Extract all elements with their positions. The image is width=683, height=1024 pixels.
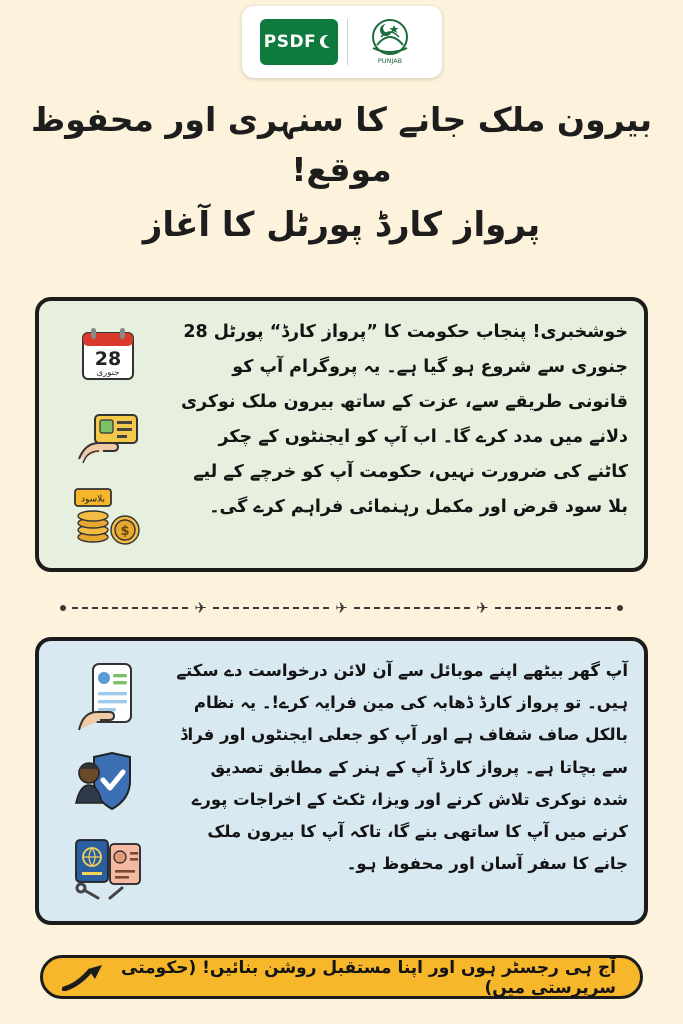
call-to-action-banner[interactable] (40, 955, 643, 999)
svg-text:28: 28 (94, 347, 122, 370)
panel-one-text: خوشخبری! پنجاب حکومت کا ”پرواز کارڈ“ پورٹل 28 جنوری سے شروع ہو گیا ہے۔ یہ پروگرام آپ کو قانونی طریقے سے، عزت کے ساتھ بیرون ملک نوکری دلانے میں مدد کرے گا۔ اب آپ کو ایجنٹوں کے چکر کاٹنے کی ضرورت نہیں، حکومت آپ کو خرچے کے لیے بلا سود قرض اور مکمل رہنمائی فراہم کرے گی۔ (180, 322, 628, 517)
government-of-punjab-emblem-icon (348, 13, 432, 71)
svg-text:جنوری: جنوری (96, 367, 120, 378)
headline-line-1: بیرون ملک جانے کا سنہری اور محفوظ موقع! (31, 100, 652, 189)
panel-one-icons (49, 315, 167, 556)
logo-divider (347, 19, 348, 65)
airplane-dashed-divider (60, 597, 623, 619)
mobile-application-in-hand-icon (66, 660, 150, 734)
divider-dash-4 (72, 607, 188, 609)
psdf-logo (251, 13, 347, 71)
panel-two-text: آپ گھر بیٹھے اپنے موبائل سے آن لائن درخواست دے سکتے ہیں۔ تو پرواز کارڈ ڈھابہ کی مین فرایہ کرے!۔ یہ نظام بالکل صاف شفاف ہے اور آپ کو جعلی ایجنٹوں اور فراڈ سے بچاتا ہے۔ پرواز کارڈ آپ کے ہنر کے مطابق تصدیق شدہ نوکری تلاش کرنے اور ویزا، ٹکٹ کے اخراجات پورے کرنے میں آپ کا ساتھی بنے گا، تاکہ آپ کا بیرون ملک جانے کا سفر آسان اور محفوظ ہو۔ (176, 661, 628, 874)
logo-bar (242, 6, 442, 78)
svg-text:$: $ (120, 523, 130, 539)
info-panel-two (35, 637, 648, 925)
calendar-icon (66, 318, 150, 392)
interest-free-loan-coins-icon (66, 480, 150, 554)
info-panel-one (35, 297, 648, 572)
id-card-in-hand-icon (66, 399, 150, 473)
upward-arrow-icon (61, 962, 107, 992)
crescent-star-icon (320, 35, 334, 49)
panel-two-icons (49, 655, 167, 909)
svg-text:PUNJAB: PUNJAB (377, 57, 403, 65)
svg-text:بلاسود: بلاسود (80, 494, 106, 504)
fraud-protection-shield-icon (66, 745, 150, 819)
airplane-icon-3: ✈ (194, 598, 207, 617)
divider-dot-end (60, 605, 66, 611)
divider-dash-3 (213, 607, 329, 609)
passport-visa-tools-icon (66, 830, 150, 904)
psdf-label: PSDF (263, 32, 317, 52)
page-title (0, 95, 683, 252)
headline-line-2: پرواز کارڈ پورٹل کا آغاز (142, 205, 541, 245)
airplane-icon-2: ✈ (335, 598, 348, 617)
call-to-action-text: آج ہی رجسٹر ہوں اور اپنا مستقبل روشن بنائیں! (حکومتی سرپرستی میں) (121, 957, 616, 998)
divider-dash-1 (495, 607, 611, 609)
airplane-icon: ✈ (476, 598, 489, 617)
divider-dash-2 (354, 607, 470, 609)
divider-dot-start (617, 605, 623, 611)
